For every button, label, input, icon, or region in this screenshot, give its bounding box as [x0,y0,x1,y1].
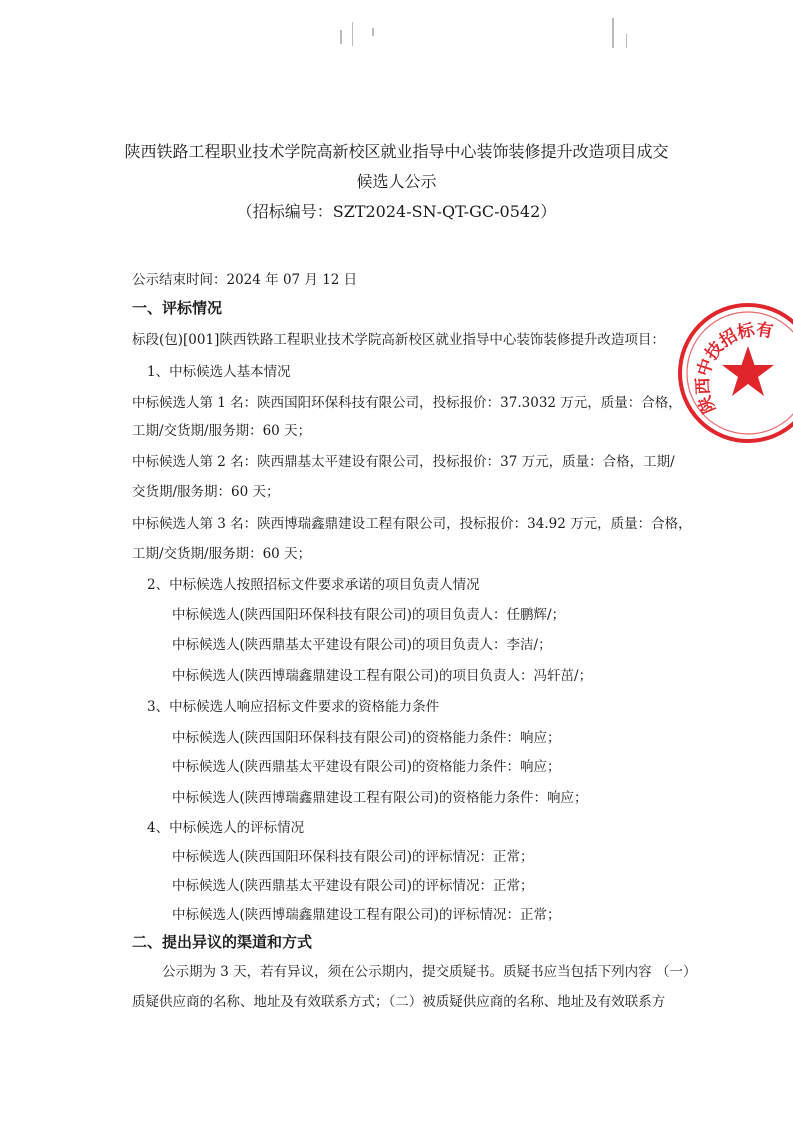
candidate2-line1: 中标候选人第 2 名：陕西鼎基太平建设有限公司，投标报价：37 万元，质量：合格，工期/ [132,454,675,470]
evaluation-item: 中标候选人(陕西鼎基太平建设有限公司)的评标情况：正常； [172,878,534,894]
section2-heading: 二、提出异议的渠道和方式 [132,933,313,951]
sub3-heading: 3、中标候选人响应招标文件要求的资格能力条件 [147,699,440,715]
scan-speck [372,28,374,36]
seal-text: 陕西中技招标有 [693,319,775,417]
manager-item: 中标候选人(陕西鼎基太平建设有限公司)的项目负责人：李洁/； [172,637,552,653]
section1-heading: 一、评标情况 [132,299,223,317]
section1-intro: 标段(包)[001]陕西铁路工程职业技术学院高新校区就业指导中心装饰装修提升改造项目： [132,332,665,348]
section2-para-line1: 公示期为 3 天，若有异议，须在公示期内，提交质疑书。质疑书应当包括下列内容 （一） [162,964,697,980]
qualification-item: 中标候选人(陕西博瑞鑫鼎建设工程有限公司)的资格能力条件：响应； [172,790,588,806]
manager-item: 中标候选人(陕西国阳环保科技有限公司)的项目负责人：任鹏辉/； [172,607,566,623]
sub2-heading: 2、中标候选人按照招标文件要求承诺的项目负责人情况 [147,577,480,593]
doc-title-line1: 陕西铁路工程职业技术学院高新校区就业指导中心装饰装修提升改造项目成交 [124,142,669,161]
manager-item: 中标候选人(陕西博瑞鑫鼎建设工程有限公司)的项目负责人：冯轩茁/； [172,668,593,684]
sub4-heading: 4、中标候选人的评标情况 [147,820,305,836]
company-seal [676,298,793,448]
end-time: 公示结束时间：2024 年 07 月 12 日 [132,272,358,288]
candidate3-line2: 工期/交货期/服务期：60 天； [132,546,312,562]
scan-speck [340,30,342,44]
seal-star-icon [722,346,774,396]
scan-speck [612,18,614,48]
tender-code: （招标编号：SZT2024-SN-QT-GC-0542） [236,202,557,221]
candidate1-line2: 工期/交货期/服务期：60 天； [132,423,312,439]
qualification-item: 中标候选人(陕西鼎基太平建设有限公司)的资格能力条件：响应； [172,759,561,775]
qualification-item: 中标候选人(陕西国阳环保科技有限公司)的资格能力条件：响应； [172,730,561,746]
candidate3-line1: 中标候选人第 3 名：陕西博瑞鑫鼎建设工程有限公司，投标报价：34.92 万元，质量：合格， [132,516,692,532]
evaluation-item: 中标候选人(陕西博瑞鑫鼎建设工程有限公司)的评标情况：正常； [172,907,561,923]
candidate2-line2: 交货期/服务期：60 天； [132,484,280,500]
doc-title-line2: 候选人公示 [356,172,437,191]
sub1-heading: 1、中标候选人基本情况 [147,364,291,380]
section2-para-line2: 质疑供应商的名称、地址及有效联系方式；（二）被质疑供应商的名称、地址及有效联系方 [132,994,666,1010]
evaluation-item: 中标候选人(陕西国阳环保科技有限公司)的评标情况：正常； [172,849,534,865]
scan-speck [626,34,627,48]
scan-speck [352,22,353,46]
candidate1-line1: 中标候选人第 1 名：陕西国阳环保科技有限公司，投标报价：37.3032 万元，质量：合格， [132,395,682,411]
